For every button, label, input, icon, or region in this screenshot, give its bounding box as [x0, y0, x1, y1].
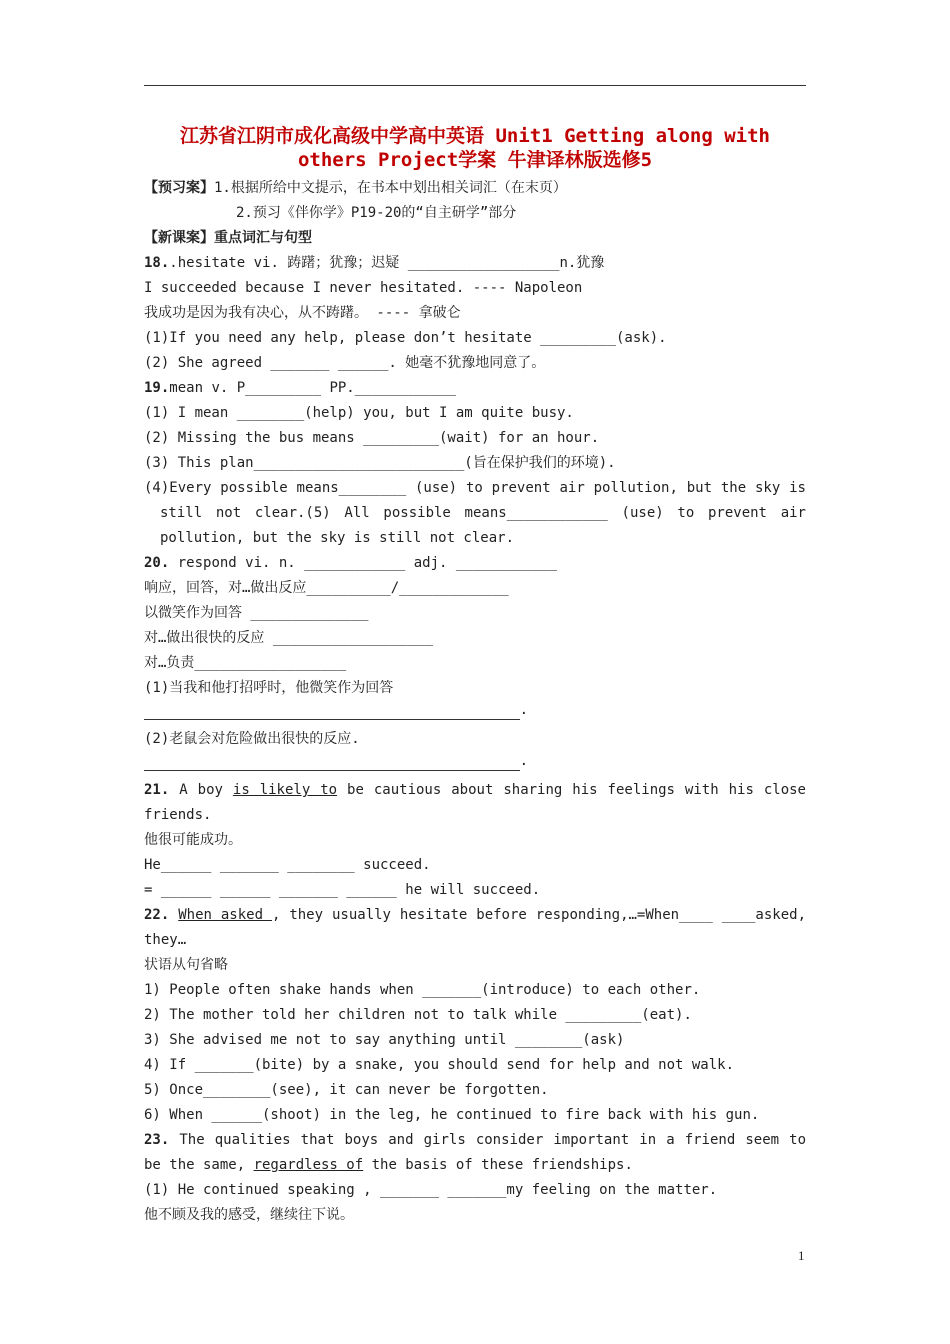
- sec18-text: .hesitate vi. 踌躇；犹豫；迟疑 __________________n.犹豫: [169, 255, 605, 271]
- sec22-item: 4) If _______(bite) by a snake, you should send for help and not walk.: [144, 1057, 735, 1073]
- sec20-smile: 以微笑作为回答 ______________: [144, 605, 369, 621]
- sec18-line1: [144, 251, 806, 276]
- answer-line: [144, 753, 528, 771]
- new-lesson-heading: [144, 226, 806, 251]
- sec21-fill1: He______ _______ ________ succeed.: [144, 857, 431, 873]
- sec22-num: 22.: [144, 907, 170, 923]
- sec19-ex1: (1) I mean ________(help) you, but I am quite busy.: [144, 405, 574, 421]
- sec19-ex3: (3) This plan_________________________(旨在保护我们的环境).: [144, 455, 616, 471]
- sec20-responsible: 对…负责__________________: [144, 655, 347, 671]
- sec18-quote-en: I succeeded because I never hesitated. ---- Napoleon: [144, 280, 583, 296]
- new-lesson-title: 重点词汇与句型: [214, 230, 312, 246]
- sec21-fill2: = ______ ______ _______ ______ he will succeed.: [144, 882, 541, 898]
- sec22-item: 2) The mother told her children not to talk while _________(eat).: [144, 1007, 692, 1023]
- sec21-num: 21.: [144, 782, 170, 798]
- preview-bracket: 【预习案】: [144, 180, 214, 196]
- sec22-phrase: When asked: [178, 907, 272, 923]
- sec19-text: mean v. P_________ PP.____________: [169, 380, 456, 396]
- sec20-text: respond vi. n. ____________ adj. ____________: [169, 555, 558, 571]
- sec21-sentence: [144, 778, 806, 828]
- title-line-2: others Project学案 牛津译林版选修5: [297, 149, 653, 171]
- sec21-post: be cautious about sharing his feelings with his close friends.: [144, 782, 806, 823]
- answer-line: [144, 702, 528, 720]
- sec20-num: 20.: [144, 555, 170, 571]
- sec23-phrase: regardless of: [253, 1157, 364, 1173]
- sec18-quote-cn: 我成功是因为我有决心，从不踌躇。 ---- 拿破仑: [144, 305, 461, 321]
- answer-dot: .: [519, 702, 528, 718]
- sec20-respond: 响应，回答，对…做出反应__________/_____________: [144, 580, 509, 596]
- sec19-ex2: (2) Missing the bus means _________(wait) for an hour.: [144, 430, 600, 446]
- sec18-ex2: (2) She agreed _______ ______. 她毫不犹豫地同意了。: [144, 355, 546, 371]
- sec20-react: 对…做出很快的反应 ___________________: [144, 630, 434, 646]
- preview-line-1: [144, 176, 806, 201]
- sec21-phrase: is likely to: [232, 782, 338, 798]
- preview-item-1: 1.根据所给中文提示，在书本中划出相关词汇（在末页）: [214, 180, 567, 196]
- sec21-cn: 他很可能成功。: [144, 832, 242, 848]
- answer-dot: .: [519, 753, 528, 769]
- sec23-ex1: (1) He continued speaking , _______ _______my feeling on the matter.: [144, 1182, 718, 1198]
- sec22-item: 1) People often shake hands when _______(introduce) to each other.: [144, 982, 701, 998]
- sec22-item: 6) When ______(shoot) in the leg, he continued to fire back with his gun.: [144, 1107, 760, 1123]
- sec18-num: 18.: [144, 255, 170, 271]
- sec23-num: 23.: [144, 1132, 170, 1148]
- document-body: [144, 176, 806, 1228]
- sec18-ex1: (1)If you need any help, please don’t hesitate _________(ask).: [144, 330, 667, 346]
- sec21-pre: A boy: [169, 782, 233, 798]
- sec22-item: 5) Once________(see), it can never be forgotten.: [144, 1082, 549, 1098]
- preview-item-2: 2.预习《伴你学》P19-20的“自主研学”部分: [236, 205, 517, 221]
- sec19-num: 19.: [144, 380, 170, 396]
- sec20-q2: (2)老鼠会对危险做出很快的反应.: [144, 731, 360, 747]
- document-title: [144, 124, 806, 172]
- sec22-sentence: [144, 903, 806, 953]
- sec23-sentence: [144, 1128, 806, 1178]
- page-number: 1: [798, 1248, 805, 1263]
- sec19-line1: [144, 376, 806, 401]
- sec19-ex4: (4)Every possible means________ (use) to prevent air pollution, but the sky is still not clear.(5) All possible means____________ (use) to prevent air pollution, but the sky is still not clear.: [144, 480, 806, 546]
- sec23-pre: The qualities that boys and girls consider important in a friend seem to be the same,: [144, 1132, 806, 1173]
- header-rule: [144, 85, 806, 86]
- sec23-post: the basis of these friendships.: [363, 1157, 633, 1173]
- sec22-heading: 状语从句省略: [144, 957, 228, 973]
- sec22-item: 3) She advised me not to say anything until ________(ask): [144, 1032, 625, 1048]
- sec20-q1: (1)当我和他打招呼时，他微笑作为回答: [144, 680, 394, 696]
- sec23-cn: 他不顾及我的感受，继续往下说。: [144, 1207, 354, 1223]
- sec22-post: , they usually hesitate before responding,…=When____ ____asked, they…: [144, 907, 806, 948]
- sec20-line1: [144, 551, 806, 576]
- new-lesson-bracket: 【新课案】: [144, 230, 214, 246]
- title-line-1: 江苏省江阴市成化高级中学高中英语 Unit1 Getting along with: [180, 125, 770, 147]
